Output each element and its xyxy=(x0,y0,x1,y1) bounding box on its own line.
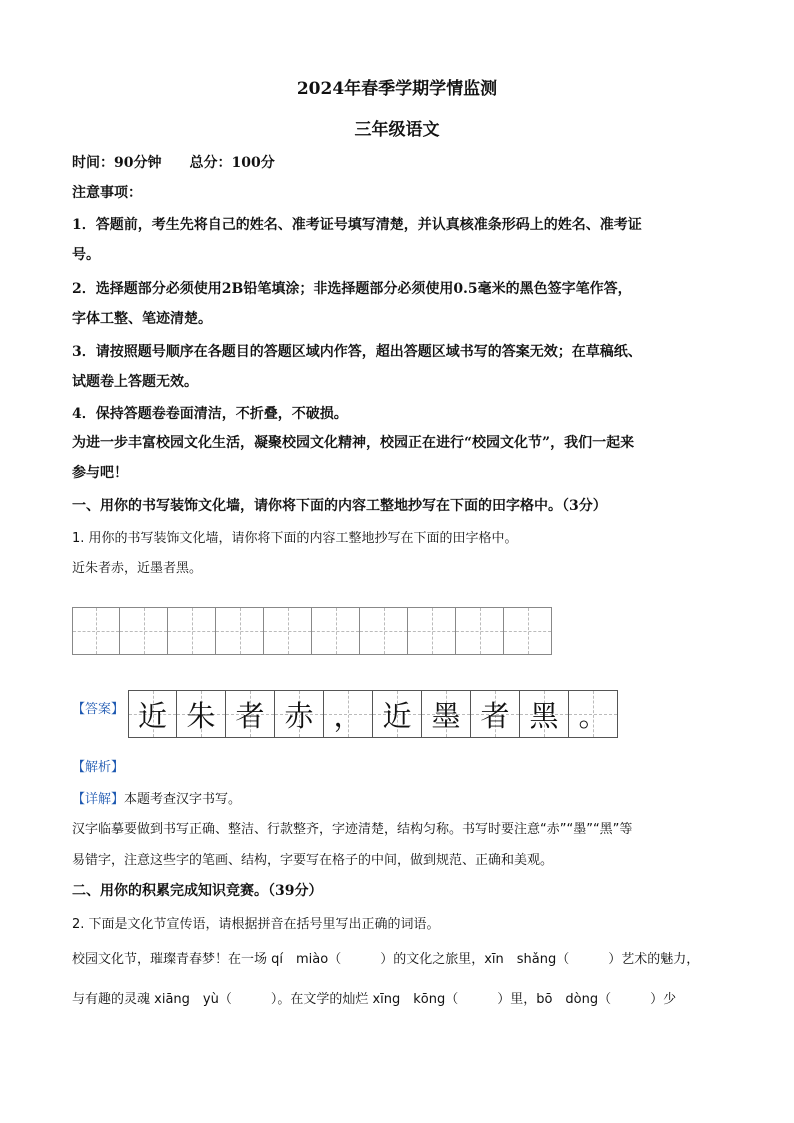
answer-cell: 朱 xyxy=(177,690,226,738)
answer-cell: 墨 xyxy=(422,690,471,738)
intro-text: 参与吧！ xyxy=(72,465,128,481)
answer-cell: 者 xyxy=(471,690,520,738)
grid-cell xyxy=(456,607,504,655)
copy-text: 近朱者赤，近墨者黑。 xyxy=(72,561,203,576)
note-item: 号。 xyxy=(72,247,100,263)
grid-cell xyxy=(264,607,312,655)
grid-cell xyxy=(120,607,168,655)
answer-tag: 【答案】 xyxy=(72,702,125,717)
detail-text: 本题考查汉字书写。 xyxy=(124,792,242,807)
answer-cell: 者 xyxy=(226,690,275,738)
section1-heading: 一、用你的书写装饰文化墙，请你将下面的内容工整地抄写在下面的田字格中。（3分） xyxy=(72,498,607,514)
note-item: 试题卷上答题无效。 xyxy=(72,374,198,390)
question-2: 2. 下面是文化节宣传语，请根据拼音在括号里写出正确的词语。 xyxy=(72,917,440,932)
answer-cell: 黑 xyxy=(520,690,569,738)
notes-heading: 注意事项： xyxy=(72,185,142,201)
detail-tag: 【详解】 xyxy=(72,792,125,807)
detail-line xyxy=(72,788,241,807)
explain-text: 易错字，注意这些字的笔画、结构，字要写在格子的中间，做到规范、正确和美观。 xyxy=(72,853,554,868)
answer-cell: 。 xyxy=(569,690,618,738)
answer-cell: 近 xyxy=(373,690,422,738)
analysis-tag: 【解析】 xyxy=(72,760,125,775)
note-item: 2．选择题部分必须使用2B铅笔填涂；非选择题部分必须使用0.5毫米的黑色签字笔作答， xyxy=(72,281,632,297)
note-item: 字体工整、笔迹清楚。 xyxy=(72,311,212,327)
time-info: 时间：90分钟 总分：100分 xyxy=(72,155,275,171)
pinyin-passage: 与有趣的灵魂 xiāng yù（ ）。在文学的灿烂 xīng kōng（ ）里，bō dòng（ ）少 xyxy=(72,992,677,1007)
note-item: 4．保持答题卷卷面清洁，不折叠，不破损。 xyxy=(72,406,348,422)
answer-grid xyxy=(128,690,618,738)
pinyin-passage: 校园文化节，璀璨青春梦！在一场 qí miào（ ）的文化之旅里，xīn shǎng（ ）艺术的魅力， xyxy=(72,952,700,967)
section2-heading: 二、用你的积累完成知识竞赛。（39分） xyxy=(72,883,323,899)
page-subtitle: 三年级语文 xyxy=(354,120,440,140)
answer-cell: ， xyxy=(324,690,373,738)
answer-cell: 赤 xyxy=(275,690,324,738)
grid-cell xyxy=(216,607,264,655)
note-item: 3．请按照题号顺序在各题目的答题区域内作答，超出答题区域书写的答案无效；在草稿纸、 xyxy=(72,344,642,360)
question-1: 1. 用你的书写装饰文化墙，请你将下面的内容工整地抄写在下面的田字格中。 xyxy=(72,531,518,546)
grid-cell xyxy=(360,607,408,655)
grid-cell xyxy=(408,607,456,655)
grid-cell xyxy=(72,607,120,655)
intro-text: 为进一步丰富校园文化生活，凝聚校园文化精神，校园正在进行“校园文化节”，我们一起来 xyxy=(72,435,635,451)
grid-cell xyxy=(168,607,216,655)
answer-cell: 近 xyxy=(128,690,177,738)
tianzige-grid xyxy=(72,607,552,655)
explain-text: 汉字临摹要做到书写正确、整洁、行款整齐，字迹清楚，结构匀称。书写时要注意“赤”“墨”“黑”等 xyxy=(72,822,633,837)
grid-cell xyxy=(312,607,360,655)
grid-cell xyxy=(504,607,552,655)
note-item: 1．答题前，考生先将自己的姓名、准考证号填写清楚，并认真核准条形码上的姓名、准考证 xyxy=(72,217,642,233)
page-title: 2024年春季学期学情监测 xyxy=(296,79,498,99)
